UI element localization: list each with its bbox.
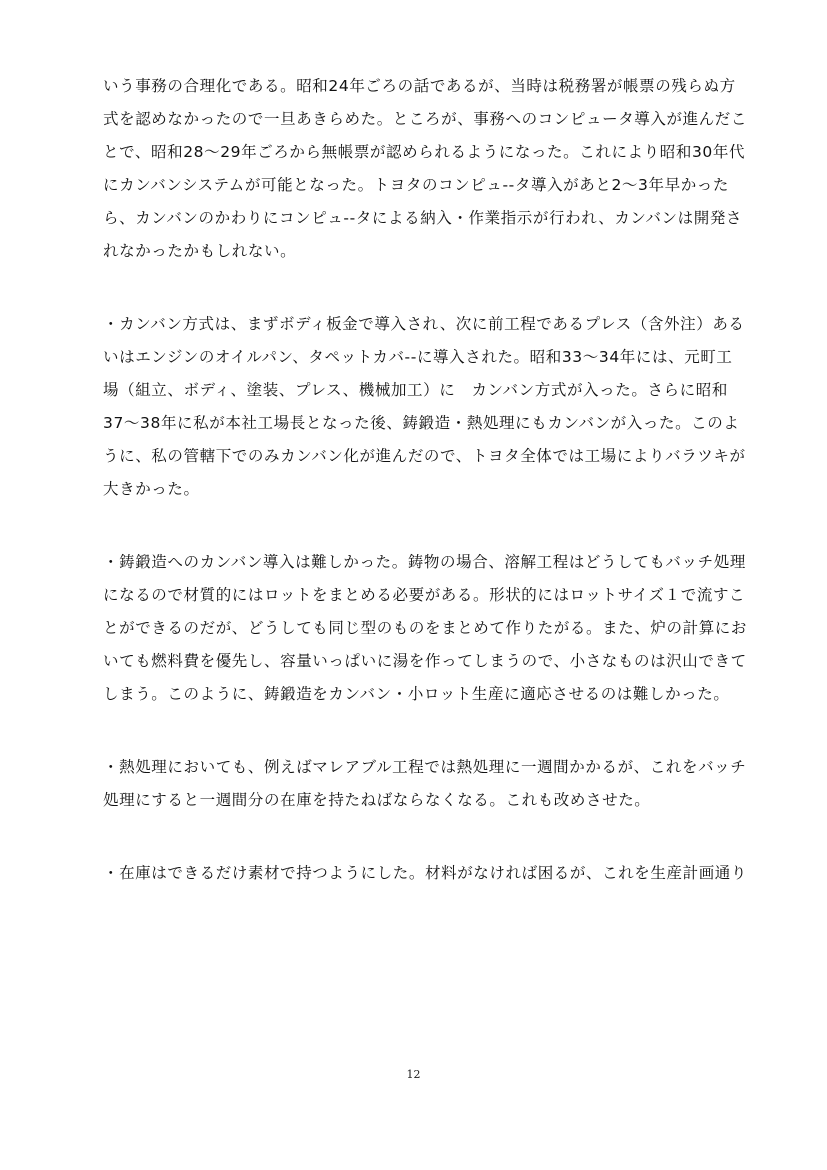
paragraph-gap [103,817,783,857]
text-line: にカンバンシステムが可能となった。トヨタのコンピュ--タ導入があと2～3年早かった [103,176,729,194]
text-line: とができるのだが、どうしても同じ型のものをまとめて作りたがる。また、炉の計算にお [103,619,748,637]
text-line: になるので材質的にはロットをまとめる必要がある。形状的にはロットサイズ１で流すこ [103,586,746,604]
text-line: ・在庫はできるだけ素材で持つようにした。材料がなければ困るが、これを生産計画通り [103,864,748,882]
text-line: 式を認めなかったので一旦あきらめた。ところが、事務へのコンピュータ導入が進んだこ [103,110,748,128]
text-line: とで、昭和28～29年ごろから無帳票が認められるようになった。これにより昭和30年代 [103,143,746,161]
text-line: いはエンジンのオイルパン、タペットカバ--に導入された。昭和33～34年には、元町工 [103,348,733,366]
text-line: 大きかった。 [103,480,200,498]
text-line: 処理にすると一週間分の在庫を持たねばならなくなる。これも改めさせた。 [103,791,651,809]
body-text [103,70,783,890]
text-line: いう事務の合理化である。昭和24年ごろの話であるが、当時は税務署が帳票の残らぬ方 [103,77,736,95]
paragraph-gap [103,711,783,751]
paragraph-3 [103,546,783,711]
text-line: いても燃料費を優先し、容量いっぱいに湯を作ってしまうので、小さなものは沢山できて [103,652,747,670]
text-line: ・カンバン方式は、まずボディ板金で導入され、次に前工程であるプレス（含外注）ある [103,315,745,333]
text-line: うに、私の管轄下でのみカンバン化が進んだので、トヨタ全体では工場によりバラツキが [103,447,746,465]
text-line: ・熱処理においても、例えばマレアブル工程では熱処理に一週間かかるが、これをバッチ [103,758,747,776]
paragraph-1 [103,70,783,268]
text-line: れなかったかもしれない。 [103,242,297,260]
page-number: 12 [406,1068,421,1081]
text-line: しまう。このように、鋳鍛造をカンバン・小ロット生産に適応させるのは難しかった。 [103,685,730,703]
text-line: 場（組立、ボディ、塗装、プレス、機械加工）に カンバン方式が入った。さらに昭和 [103,381,728,399]
text-line: ら、カンバンのかわりにコンピュ--タによる納入・作業指示が行われ、カンバンは開発さ [103,209,743,227]
paragraph-gap [103,268,783,308]
text-line: ・鋳鍛造へのカンバン導入は難しかった。鋳物の場合、溶解工程はどうしてもバッチ処理 [103,553,746,571]
paragraph-gap [103,506,783,546]
text-line: 37～38年に私が本社工場長となった後、鋳鍛造・熱処理にもカンバンが入った。このよ [103,414,740,432]
paragraph-2 [103,308,783,506]
paragraph-5 [103,857,783,890]
paragraph-4 [103,751,783,817]
